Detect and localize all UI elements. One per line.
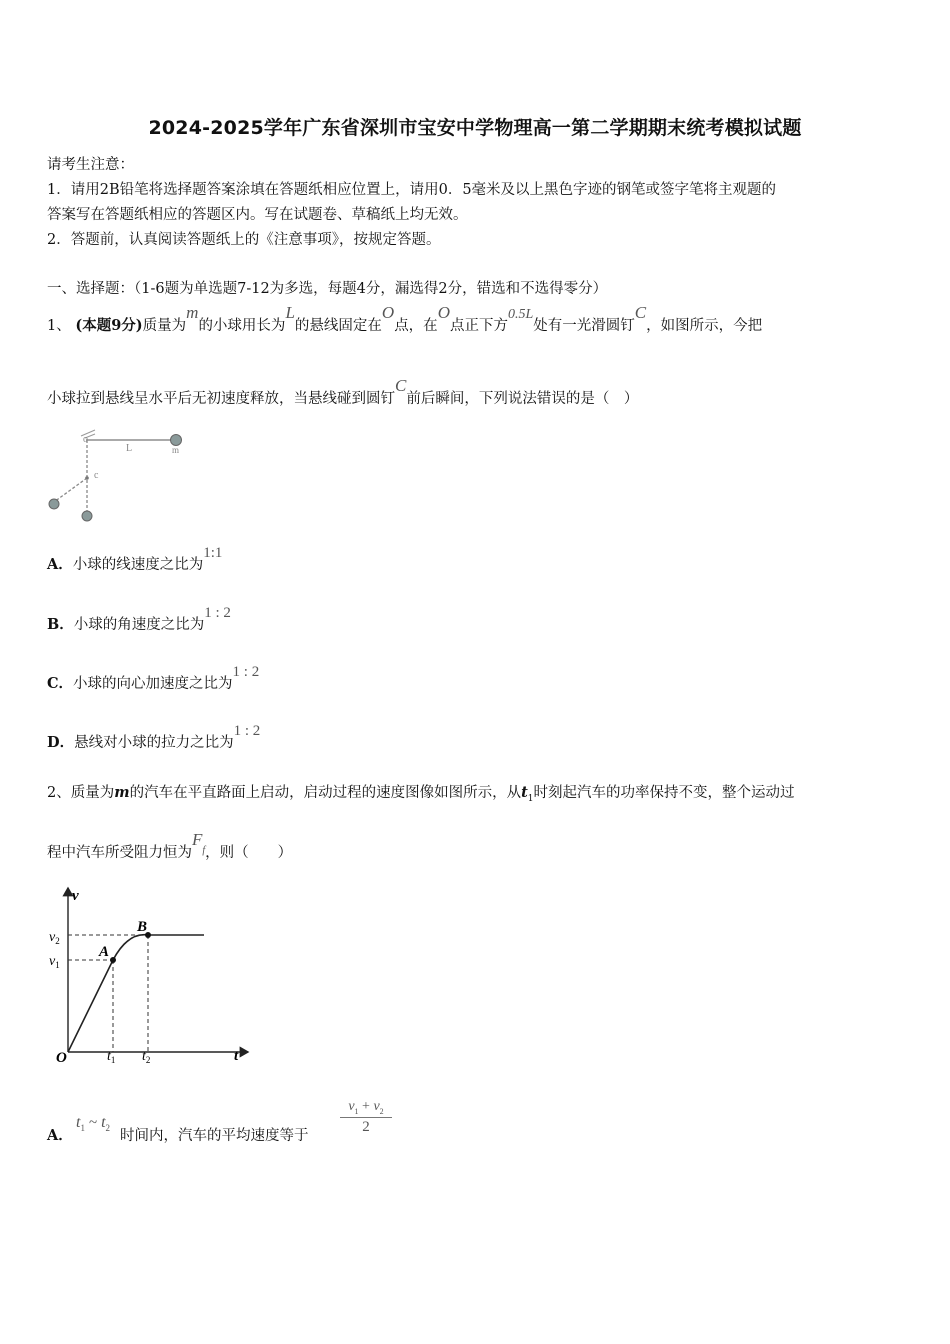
time-range: $t_1$ ~ $t_2$: [76, 1114, 111, 1134]
option-ratio: 1 : 2: [232, 664, 260, 680]
var-Ff-sub: f: [202, 844, 206, 856]
q1-number: 1、: [47, 318, 71, 334]
label-v-axis: v: [72, 888, 79, 904]
q2-text: 程中汽车所受阻力恒为: [47, 845, 192, 861]
option-text: 悬线对小球的拉力之比为: [74, 735, 234, 751]
label-c: c: [94, 470, 99, 481]
q1-tag: (本题9分): [75, 317, 143, 334]
section-heading: 一、选择题：（1-6题为单选题7-12为多选，每题4分，漏选得2分，错选和不选得零分）: [47, 281, 608, 297]
option-ratio: 1:1: [203, 545, 223, 561]
q1-text: 处有一光滑圆钉: [533, 318, 635, 334]
q1-text: 点，在: [394, 318, 438, 334]
q1-text: 小球拉到悬线呈水平后无初速度释放，当悬线碰到圆钉: [47, 391, 395, 407]
q2-stem-line-1: [47, 781, 795, 804]
q2-text: ，则（ ）: [205, 845, 293, 861]
label-t1: $t_1$: [107, 1049, 116, 1065]
label-l: L: [126, 443, 133, 454]
q1-option-d[interactable]: [47, 723, 260, 763]
var-m: m: [114, 784, 130, 801]
label-m: m: [172, 445, 180, 455]
q1-text: 点正下方: [449, 318, 508, 334]
swung-string: [54, 478, 87, 502]
q1-stem-line-2: [47, 378, 638, 419]
option-letter: B．: [47, 616, 74, 633]
notice-line-2: 2．答题前，认真阅读答题纸上的《注意事项》，按规定答题。: [47, 232, 441, 248]
label-t2: $t_2$: [142, 1049, 151, 1065]
velocity-time-graph: [44, 880, 254, 1070]
fraction-numerator: $v_1 + v_2$: [340, 1099, 392, 1118]
var-O: O: [381, 303, 395, 322]
label-A: A: [99, 944, 110, 960]
var-C: C: [395, 376, 407, 395]
ball-bottom: [82, 511, 92, 521]
label-o: o: [83, 434, 88, 445]
q2-text: 的汽车在平直路面上启动，启动过程的速度图像如图所示，从: [129, 785, 522, 801]
option-ratio: 1 : 2: [233, 723, 261, 739]
label-origin: O: [56, 1050, 67, 1066]
page-title: 2024-2025学年广东省深圳市宝安中学物理高一第二学期期末统考模拟试题: [148, 117, 802, 139]
var-half-L: 0.5L: [507, 307, 534, 322]
var-Ff: F: [192, 830, 203, 849]
label-v2: $v_2$: [49, 930, 60, 946]
q1-text: 质量为: [142, 318, 187, 334]
fraction-denominator: 2: [362, 1118, 370, 1135]
ball-swung: [49, 499, 59, 509]
q1-option-a[interactable]: [47, 545, 222, 585]
point-A: [110, 957, 116, 963]
q1-option-b[interactable]: [47, 605, 231, 645]
q1-text: ，如图所示，今把: [646, 318, 763, 334]
option-letter: A．: [47, 556, 73, 573]
var-L: L: [285, 303, 295, 322]
label-v1: $v_1$: [49, 954, 60, 970]
velocity-curve: [68, 935, 204, 1052]
q2-stem-line-2: [47, 832, 292, 879]
option-letter: A．: [47, 1127, 73, 1144]
notice-heading: 请考生注意：: [47, 157, 134, 173]
var-O: O: [437, 303, 450, 322]
option-letter: C．: [47, 675, 74, 692]
q1-text: 的小球用长为: [198, 318, 286, 334]
notice-line-1: 1．请用2B铅笔将选择题答案涂填在答题纸相应位置上，请用0．5毫米及以上黑色字迹的钢笔或签字笔将主观题的: [47, 182, 777, 198]
option-text: 小球的向心加速度之比为: [73, 676, 233, 692]
q2-option-a[interactable]: [47, 1124, 73, 1145]
nail-c: [85, 476, 89, 480]
q1-text: 前后瞬间，下列说法错误的是（ ）: [406, 391, 639, 407]
q1-option-c[interactable]: [47, 664, 259, 704]
label-t-axis: t: [234, 1048, 239, 1064]
q2-text: 时刻起汽车的功率保持不变，整个运动过: [533, 785, 795, 801]
q1-stem-line-1: [47, 305, 762, 347]
var-t1: t: [521, 784, 528, 801]
var-m: m: [186, 303, 199, 322]
option-text: 小球的角速度之比为: [73, 617, 205, 633]
pendulum-figure: [40, 428, 200, 528]
fraction: [340, 1099, 392, 1136]
q1-text: 的悬线固定在: [294, 318, 382, 334]
q2-option-a-text: 时间内，汽车的平均速度等于: [120, 1128, 309, 1144]
q2-text: 2、质量为: [47, 785, 115, 801]
notice-line-1b: 答案写在答题纸相应的答题区内。写在试题卷、草稿纸上均无效。: [47, 207, 468, 223]
option-ratio: 1 : 2: [204, 605, 231, 621]
ball-initial: [171, 435, 182, 446]
label-B: B: [137, 919, 148, 935]
option-letter: D．: [47, 734, 75, 751]
option-text: 小球的线速度之比为: [72, 557, 204, 573]
var-t1-sub: 1: [527, 793, 534, 804]
var-C: C: [634, 303, 647, 322]
